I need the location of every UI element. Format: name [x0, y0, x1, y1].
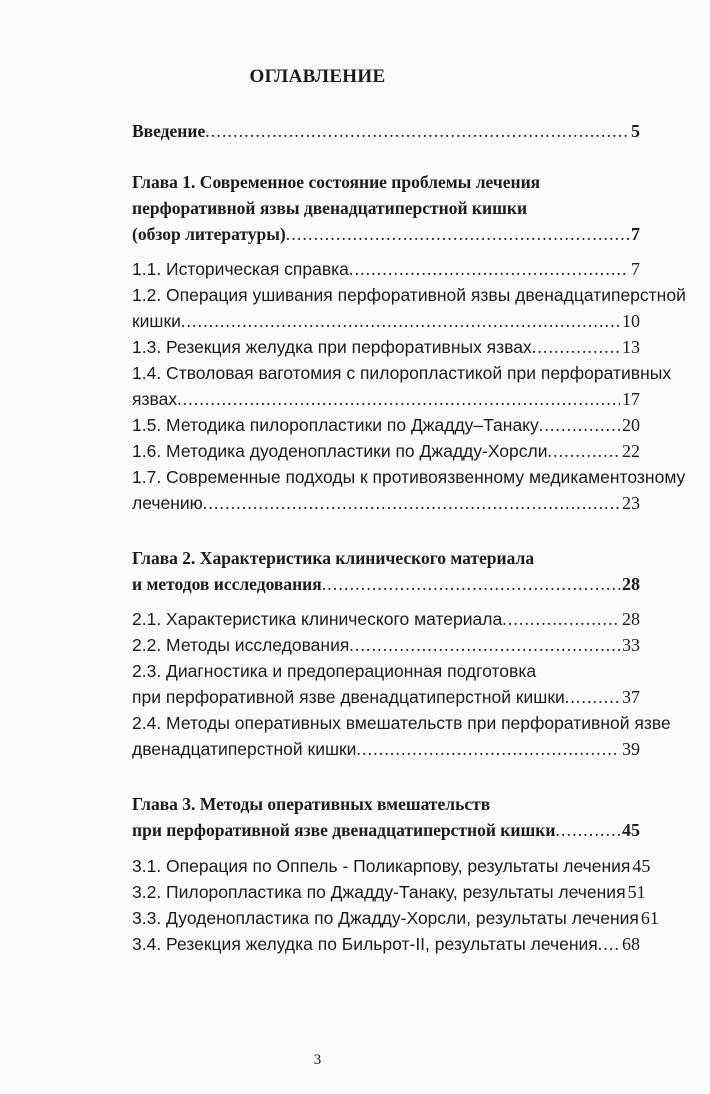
entry-title-line: 2.4. Методы оперативных вмешательств при перфоративной язве	[132, 713, 671, 733]
entry-title: Введение	[132, 121, 206, 141]
leader-dots	[598, 931, 620, 957]
entry-title-line: 1.4. Стволовая ваготомия с пилоропластикой при перфоративных	[132, 363, 672, 383]
page-ref: 7	[631, 259, 640, 279]
page-ref: 5	[631, 121, 640, 141]
page-ref: 45	[632, 856, 651, 876]
entry-title: 2.1. Характеристика клинического материала	[132, 609, 503, 629]
leader-dots	[532, 334, 620, 360]
page-ref: 7	[631, 224, 640, 244]
entry-title-line: Глава 1. Современное состояние проблемы лечения	[132, 172, 541, 192]
leader-dots	[177, 386, 620, 412]
page-ref: 28	[622, 574, 640, 594]
entry-title-line: 1.2. Операция ушивания перфоративной язвы двенадцатиперстной	[132, 285, 686, 305]
leader-dots	[349, 632, 620, 658]
entry-title-line: 2.3. Диагностика и предоперационная подготовка	[132, 661, 537, 681]
entry-title: 1.3. Резекция желудка при перфоративных язвах	[132, 337, 532, 357]
toc-entry-section[interactable]	[132, 412, 640, 438]
page-ref: 61	[640, 908, 659, 928]
page-ref: 33	[622, 635, 640, 655]
entry-title-line: (обзор литературы)	[132, 224, 286, 244]
page-ref: 17	[622, 389, 640, 409]
toc-entry-chapter-2[interactable]	[132, 545, 640, 597]
page-ref: 39	[622, 739, 640, 759]
leader-dots	[565, 684, 620, 710]
entry-title: 1.6. Методика дуоденопластики по Джадду-Хорсли	[132, 441, 548, 461]
entry-title-line: при перфоративной язве двенадцатиперстной кишки	[132, 820, 556, 840]
leader-dots	[322, 571, 620, 597]
entry-title-line: и методов исследования	[132, 574, 322, 594]
toc-entry-section[interactable]	[132, 360, 672, 412]
entry-title-line: двенадцатиперстной кишки	[132, 739, 357, 759]
toc-entry-chapter-3[interactable]	[132, 791, 640, 843]
toc-entry-section[interactable]	[132, 905, 659, 931]
toc-entry-intro[interactable]	[132, 118, 640, 144]
page-ref: 45	[622, 820, 640, 840]
toc-entry-section[interactable]	[132, 464, 686, 516]
leader-dots	[356, 736, 620, 762]
page-ref: 68	[622, 934, 640, 954]
toc-entry-section[interactable]	[132, 438, 640, 464]
entry-title-line: язвах	[132, 389, 178, 409]
entry-title: 3.3. Дуоденопластика по Джадду-Хорсли, результаты лечения	[132, 908, 639, 928]
page-ref: 22	[622, 441, 640, 461]
toc-entry-section[interactable]	[132, 606, 640, 632]
page-ref: 20	[622, 415, 640, 435]
leader-dots	[349, 256, 629, 282]
entry-title: 1.1. Историческая справка	[132, 259, 349, 279]
toc-entry-chapter-1[interactable]	[132, 169, 640, 247]
toc-entry-section[interactable]	[132, 282, 686, 334]
entry-title: 3.4. Резекция желудка по Бильрот-II, результаты лечения	[132, 934, 598, 954]
page-ref: 37	[622, 687, 640, 707]
entry-title: 2.2. Методы исследования	[132, 635, 350, 655]
leader-dots	[286, 221, 629, 247]
entry-title: 1.5. Методика пилоропластики по Джадду–Танаку	[132, 415, 539, 435]
entry-title-line: перфоративной язвы двенадцатиперстной кишки	[132, 198, 528, 218]
page-ref: 13	[622, 337, 640, 357]
entry-title-line: Глава 2. Характеристика клинического материала	[132, 548, 535, 568]
page-ref: 28	[622, 609, 640, 629]
toc-entry-section[interactable]	[132, 334, 640, 360]
entry-title: 3.1. Операция по Оппель - Поликарпову, результаты лечения	[132, 856, 631, 876]
leader-dots	[555, 817, 620, 843]
entry-title-line: 1.7. Современные подходы к противоязвенному медикаментозному	[132, 467, 686, 487]
page-ref: 10	[622, 311, 640, 331]
page-title: ОГЛАВЛЕНИЕ	[249, 66, 386, 87]
leader-dots	[205, 118, 629, 144]
leader-dots	[203, 490, 620, 516]
leader-dots	[548, 438, 621, 464]
entry-title-line: лечению	[132, 493, 203, 513]
table-of-contents	[132, 118, 686, 957]
toc-entry-section[interactable]	[132, 632, 640, 658]
page-ref: 23	[622, 493, 640, 513]
entry-title-line: Глава 3. Методы оперативных вмешательств	[132, 794, 491, 814]
leader-dots	[502, 606, 620, 632]
leader-dots	[539, 412, 620, 438]
toc-entry-section[interactable]	[132, 658, 640, 710]
leader-dots	[181, 308, 620, 334]
toc-entry-section[interactable]	[132, 879, 646, 905]
toc-entry-section[interactable]	[132, 256, 640, 282]
page-number: 3	[313, 1052, 322, 1068]
toc-entry-section[interactable]	[132, 710, 671, 762]
page-ref: 51	[627, 882, 646, 902]
entry-title: 3.2. Пилоропластика по Джадду-Танаку, результаты лечения	[132, 882, 626, 902]
entry-title-line: при перфоративной язве двенадцатиперстной кишки	[132, 687, 565, 707]
toc-entry-section[interactable]	[132, 931, 640, 957]
toc-entry-section[interactable]	[132, 853, 651, 879]
entry-title-line: кишки	[132, 311, 181, 331]
